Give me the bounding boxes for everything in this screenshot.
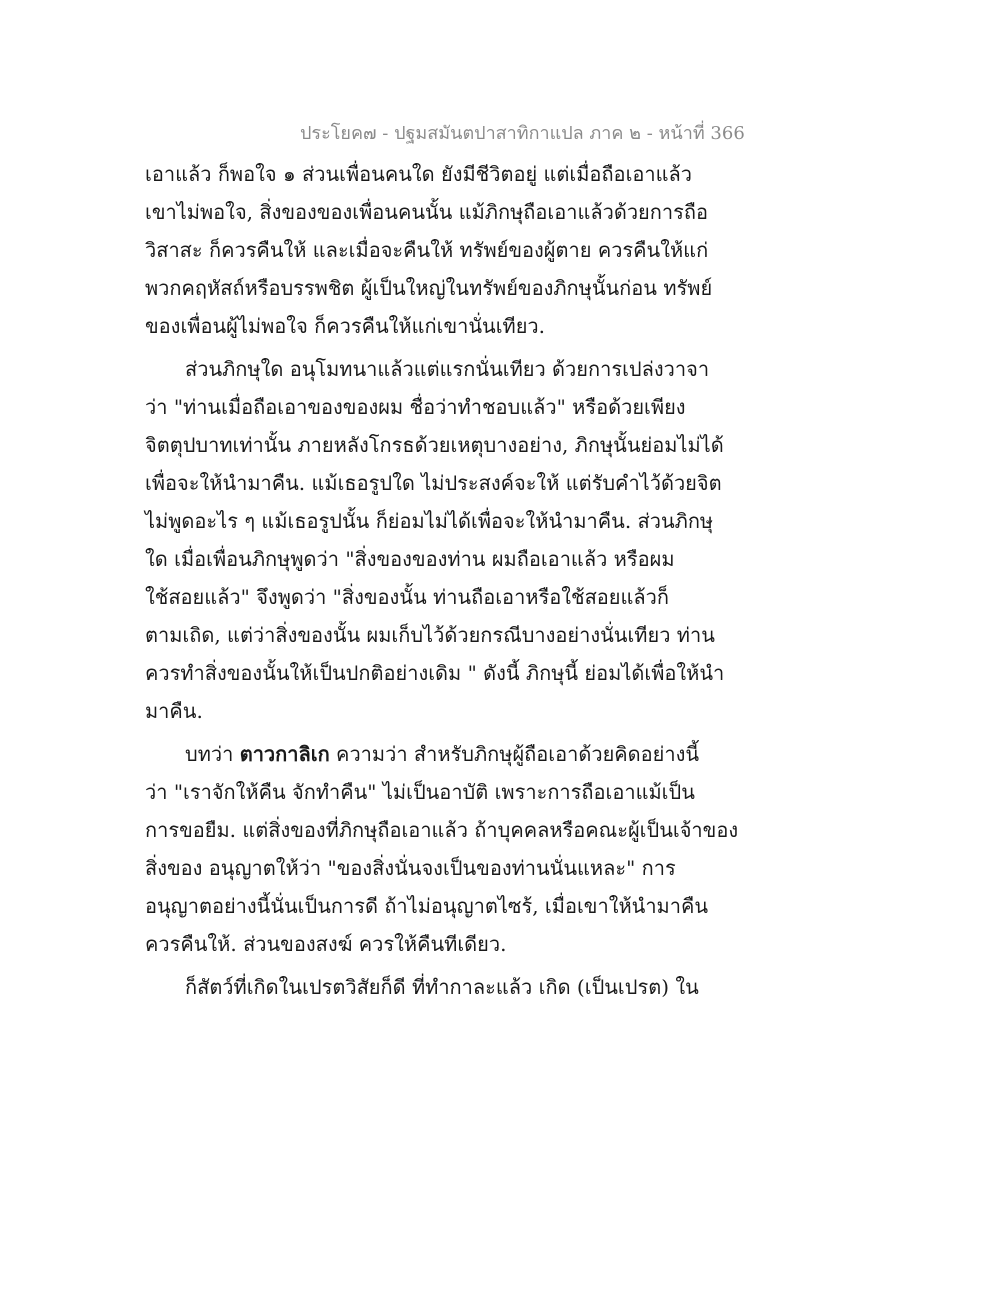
body-text (145, 155, 739, 1006)
paragraph-first-line (145, 735, 735, 773)
text-line: จิตตุปบาทเท่านั้น ภายหลังโกรธด้วยเหตุบางอย่าง, ภิกษุนั้นย่อมไม่ได้ (145, 433, 724, 457)
text-line: วิสาสะ ก็ควรคืนให้ และเมื่อจะคืนให้ ทรัพย์ของผู้ตาย ควรคืนให้แก่ (145, 238, 709, 262)
text-line: สิ่งของ อนุญาตให้ว่า "ของสิ่งนั่นจงเป็นของท่านนั่นแหละ" การ (145, 856, 676, 880)
text-line: เขาไม่พอใจ, สิ่งของของเพื่อนคนนั้น แม้ภิกษุถือเอาแล้วด้วยการถือ (145, 200, 708, 224)
text-line: ไม่พูดอะไร ๆ แม้เธอรูปนั้น ก็ย่อมไม่ได้เพื่อจะให้นำมาคืน. ส่วนภิกษุ (145, 509, 714, 533)
paragraph-first-line: ก็สัตว์ที่เกิดในเปรตวิสัยก็ดี ที่ทำกาละแล้ว เกิด (เป็นเปรต) ใน (185, 975, 699, 999)
bold-term: ตาวกาลิเก (239, 742, 330, 766)
text-fragment: ความว่า สำหรับภิกษุผู้ถือเอาด้วยคิดอย่างนี้ (329, 742, 700, 766)
running-header: ประโยค๗ - ปฐมสมันตปาสาทิกาแปล ภาค ๒ - หน้าที่ 366 (300, 123, 745, 144)
text-line: ของเพื่อนผู้ไม่พอใจ ก็ควรคืนให้แก่เขานั่นเทียว. (145, 314, 546, 338)
text-line: เพื่อจะให้นำมาคืน. แม้เธอรูปใด ไม่ประสงค์จะให้ แต่รับคำไว้ด้วยจิต (145, 471, 722, 495)
text-line: พวกคฤหัสถ์หรือบรรพชิต ผู้เป็นใหญ่ในทรัพย์ของภิกษุนั้นก่อน ทรัพย์ (145, 276, 713, 300)
text-line: ควรคืนให้. ส่วนของสงฆ์ ควรให้คืนทีเดียว. (145, 932, 507, 956)
text-line: มาคืน. (145, 699, 203, 723)
text-fragment: บทว่า (185, 742, 240, 766)
text-line: ว่า "เราจักให้คืน จักทำคืน" ไม่เป็นอาบัติ เพราะการถือเอาแม้เป็น (145, 780, 695, 804)
text-line: การขอยืม. แต่สิ่งของที่ภิกษุถือเอาแล้ว ถ้าบุคคลหรือคณะผู้เป็นเจ้าของ (145, 818, 739, 842)
text-line: อนุญาตอย่างนี้นั่นเป็นการดี ถ้าไม่อนุญาตไซร้, เมื่อเขาให้นำมาคืน (145, 894, 709, 918)
text-line: เอาแล้ว ก็พอใจ ๑ ส่วนเพื่อนคนใด ยังมีชีวิตอยู่ แต่เมื่อถือเอาแล้ว (145, 162, 693, 186)
text-line: ตามเถิด, แต่ว่าสิ่งของนั้น ผมเก็บไว้ด้วยกรณีบางอย่างนั่นเทียว ท่าน (145, 623, 715, 647)
text-line: ใด เมื่อเพื่อนภิกษุพูดว่า "สิ่งของของท่าน ผมถือเอาแล้ว หรือผม (145, 547, 675, 571)
text-line: ว่า "ท่านเมื่อถือเอาของของผม ชื่อว่าทำชอบแล้ว" หรือด้วยเพียง (145, 395, 686, 419)
paragraph-first-line: ส่วนภิกษุใด อนุโมทนาแล้วแต่แรกนั่นเทียว ด้วยการเปล่งวาจา (185, 357, 710, 381)
text-line: ควรทำสิ่งของนั้นให้เป็นปกติอย่างเดิม " ดังนี้ ภิกษุนี้ ย่อมได้เพื่อให้นำ (145, 661, 725, 685)
text-line: ใช้สอยแล้ว" จึงพูดว่า "สิ่งของนั้น ท่านถือเอาหรือใช้สอยแล้วก็ (145, 585, 669, 609)
